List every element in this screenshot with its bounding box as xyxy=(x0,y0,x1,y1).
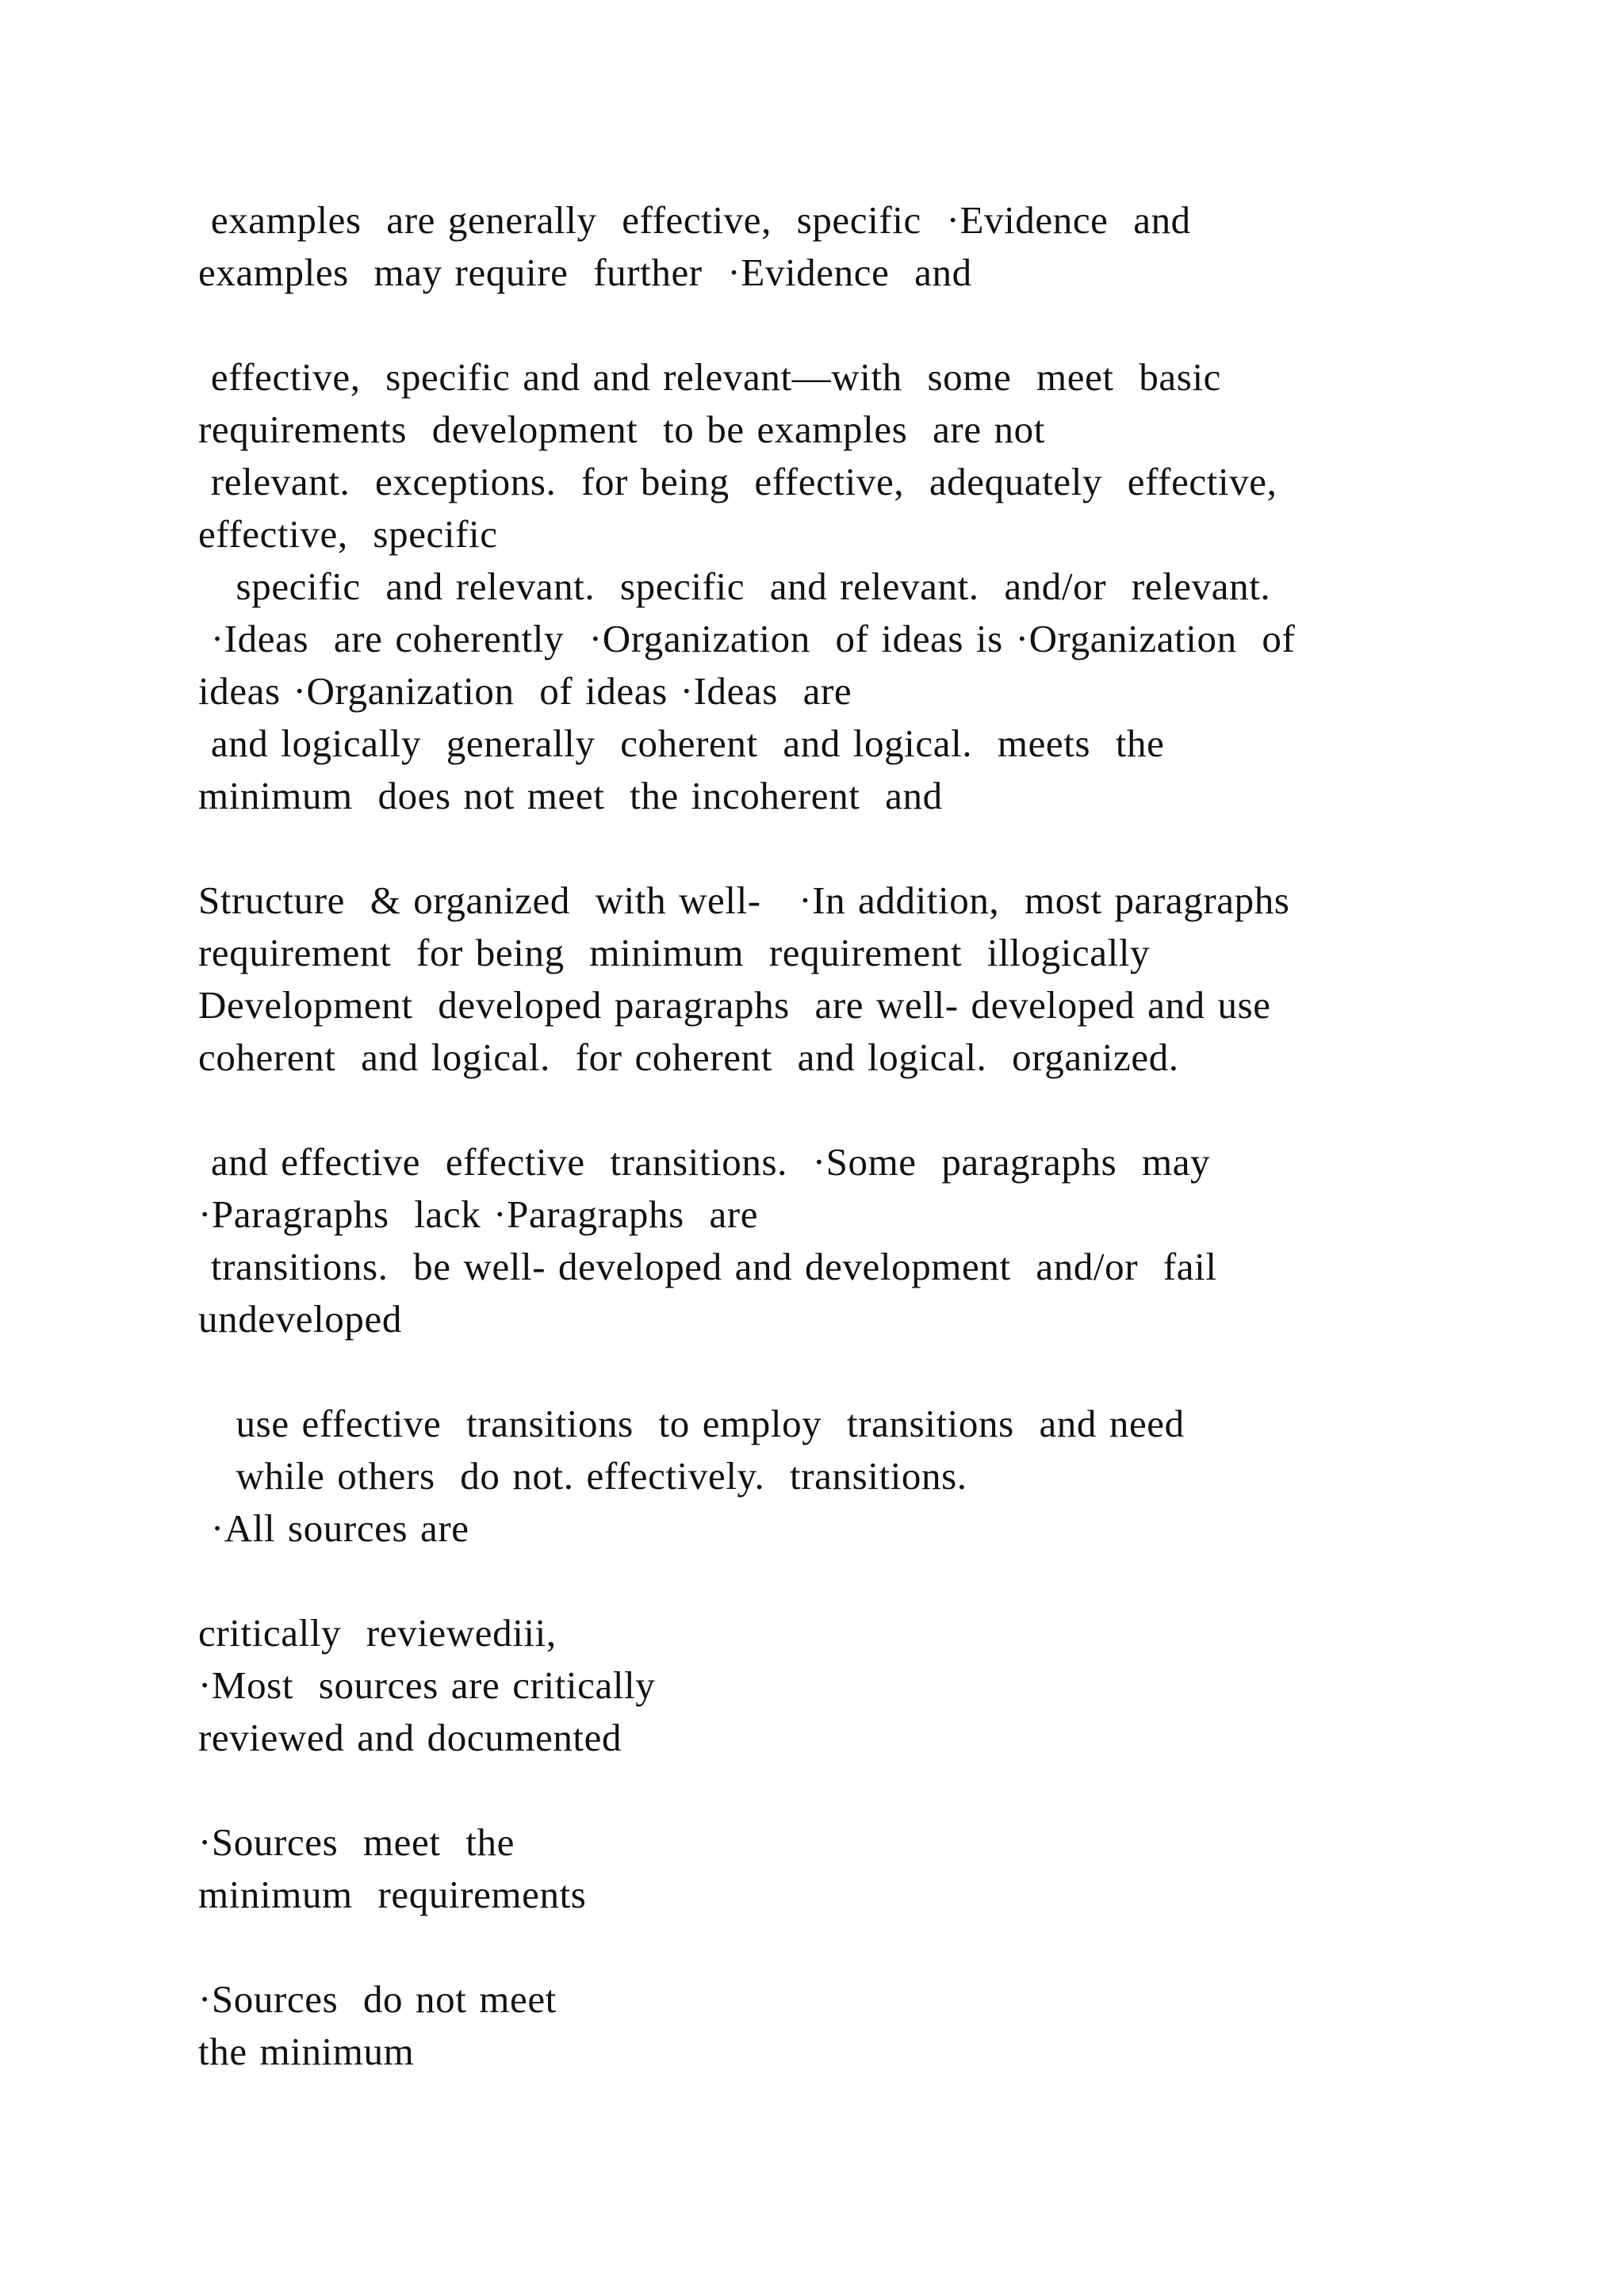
text-line: examples may require further ·Evidence and xyxy=(198,251,972,294)
text-line: requirements development to be examples are not xyxy=(198,408,1045,451)
text-line: ·All sources are xyxy=(198,1506,469,1550)
text-line: ideas ·Organization of ideas ·Ideas are xyxy=(198,669,852,713)
rubric-text-block xyxy=(198,194,1507,2078)
text-line: specific and relevant. specific and relevant. and/or relevant. xyxy=(198,564,1271,608)
text-line: undeveloped xyxy=(198,1297,402,1341)
blank-line xyxy=(198,1764,1507,1816)
blank-line xyxy=(198,1345,1507,1398)
text-line: minimum does not meet the incoherent and xyxy=(198,774,943,817)
text-line: requirement for being minimum requirement illogically xyxy=(198,931,1151,974)
text-line: effective, specific xyxy=(198,512,498,556)
text-line: critically reviewediii, xyxy=(198,1611,557,1655)
blank-line xyxy=(198,822,1507,874)
blank-line xyxy=(198,1921,1507,1973)
text-line: and logically generally coherent and logical. meets the xyxy=(198,721,1165,765)
text-line: use effective transitions to employ transitions and need xyxy=(198,1402,1185,1445)
text-line: effective, specific and and relevant—with some meet basic xyxy=(198,355,1222,399)
text-line: and effective effective transitions. ·Some paragraphs may xyxy=(198,1140,1211,1184)
blank-line xyxy=(198,1084,1507,1136)
text-line: Structure & organized with well- ·In addition, most paragraphs xyxy=(198,878,1290,922)
text-line: ·Most sources are critically xyxy=(198,1663,656,1707)
text-line: Development developed paragraphs are well- developed and use xyxy=(198,983,1271,1027)
text-line: minimum requirements xyxy=(198,1873,587,1916)
text-line: coherent and logical. for coherent and logical. organized. xyxy=(198,1035,1179,1079)
text-line: reviewed and documented xyxy=(198,1716,622,1759)
text-line: relevant. exceptions. for being effective, adequately effective, xyxy=(198,460,1277,503)
text-line: ·Sources meet the xyxy=(198,1820,515,1864)
text-line: the minimum xyxy=(198,2030,415,2073)
text-line: ·Ideas are coherently ·Organization of ideas is ·Organization of xyxy=(198,617,1296,660)
text-line: ·Paragraphs lack ·Paragraphs are xyxy=(198,1192,759,1236)
text-line: examples are generally effective, specific ·Evidence and xyxy=(198,198,1191,242)
text-line: ·Sources do not meet xyxy=(198,1977,557,2021)
text-line: transitions. be well- developed and development and/or fail xyxy=(198,1245,1217,1288)
blank-line xyxy=(198,299,1507,351)
blank-line xyxy=(198,1555,1507,1607)
text-line: while others do not. effectively. transitions. xyxy=(198,1454,967,1498)
